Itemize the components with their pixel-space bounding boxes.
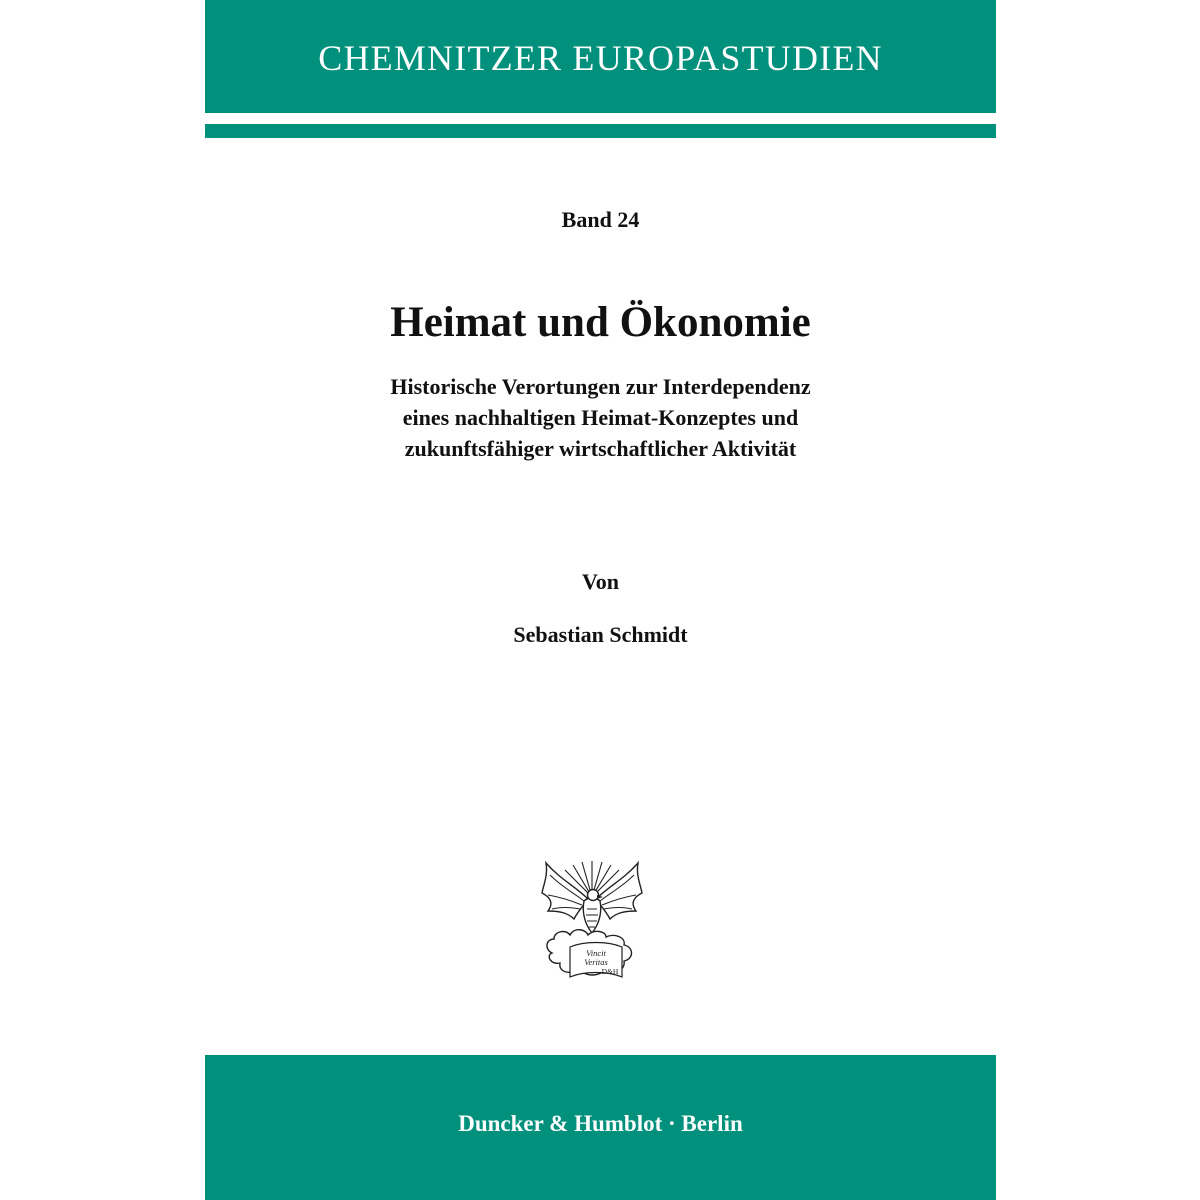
- subtitle-line: zukunftsfähiger wirtschaftlicher Aktivität: [404, 436, 797, 461]
- author-name: Sebastian Schmidt: [513, 622, 688, 647]
- series-divider-stripe: [205, 124, 996, 138]
- series-band: [205, 0, 996, 113]
- subtitle-line: eines nachhaltigen Heimat-Konzeptes und: [402, 405, 799, 430]
- book-subtitle: [205, 371, 996, 464]
- book-title: Heimat und Ökonomie: [390, 299, 811, 346]
- publisher-imprint: Duncker & Humblot · Berlin: [458, 1111, 743, 1136]
- motto-line: D&H: [601, 967, 619, 976]
- by-label: Von: [581, 569, 620, 594]
- motto-line: Vincit: [586, 948, 606, 958]
- volume-number: Band 24: [561, 207, 640, 232]
- motto-line: Veritas: [584, 957, 608, 967]
- eagle-emblem-icon: [538, 853, 646, 985]
- series-title: CHEMNITZER EUROPASTUDIEN: [318, 37, 883, 78]
- subtitle-line: Historische Verortungen zur Interdependenz: [390, 374, 811, 399]
- book-cover: [205, 0, 996, 1200]
